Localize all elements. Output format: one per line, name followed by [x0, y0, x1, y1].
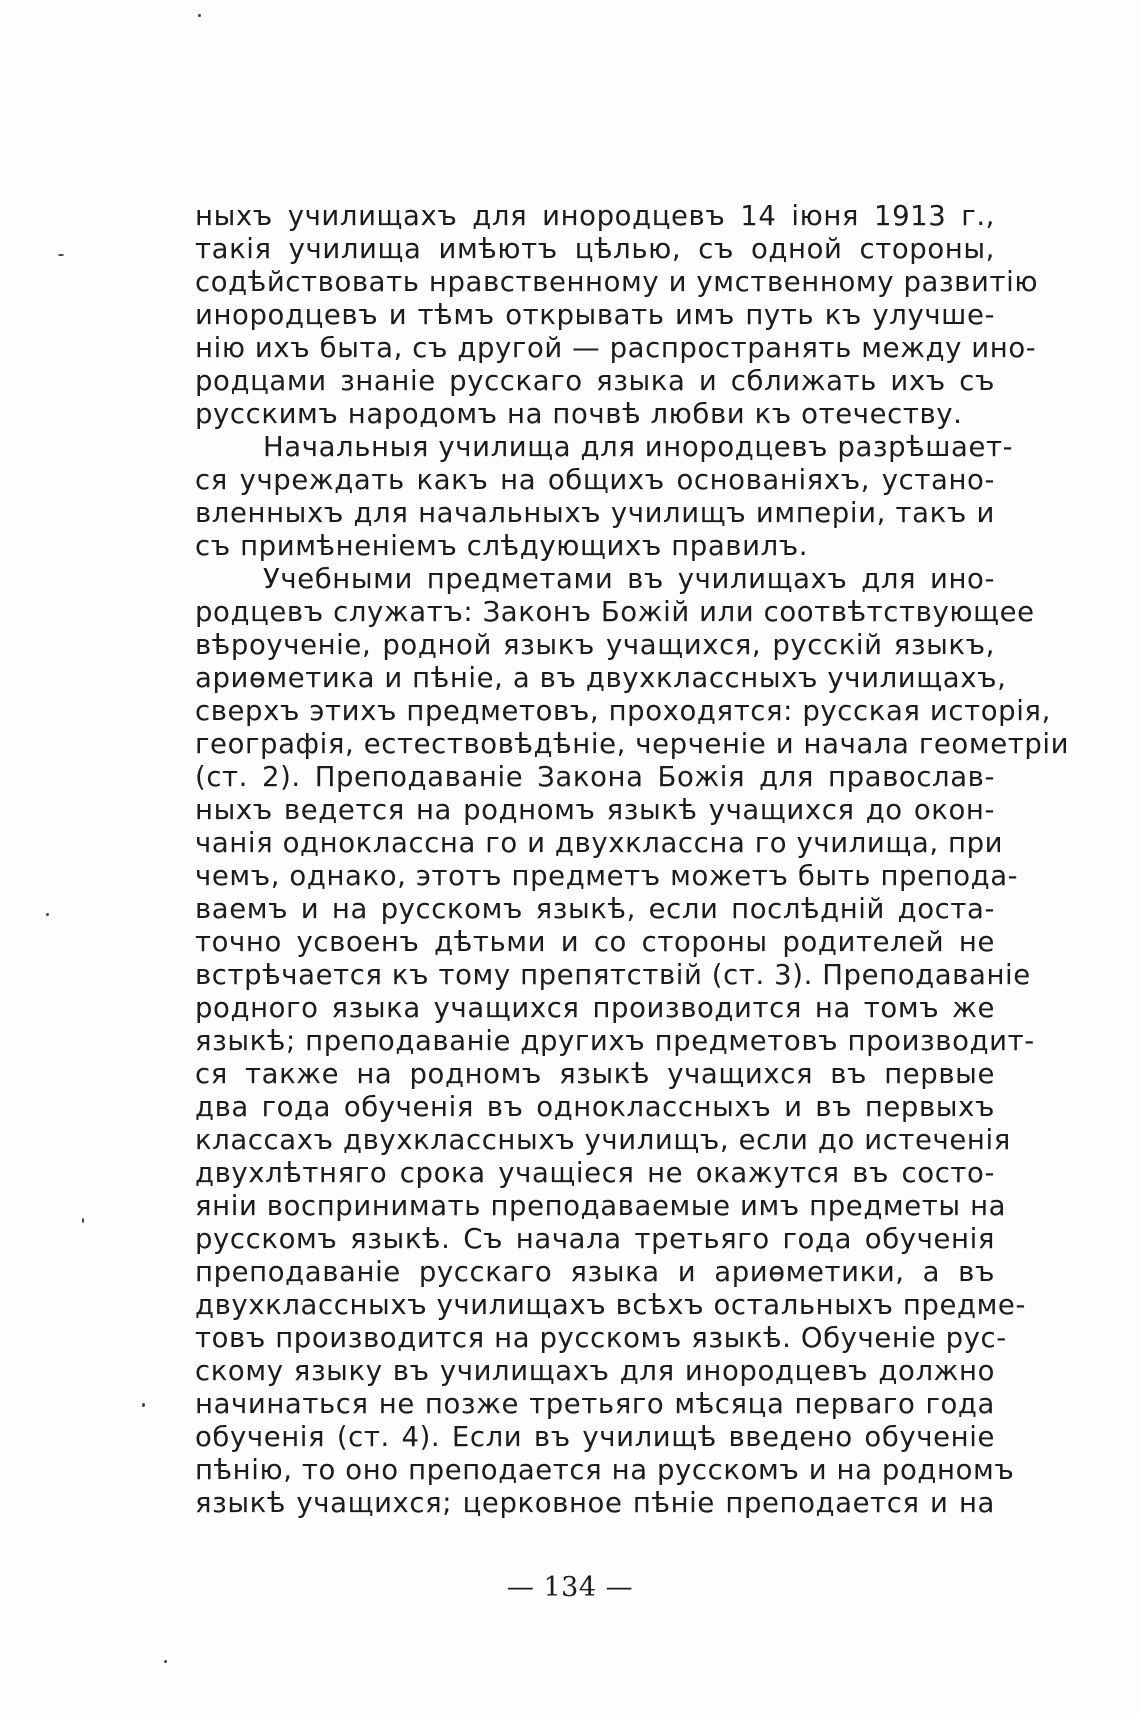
text-line: чанія одноклассна го и двухклассна го училища, при — [195, 827, 1004, 859]
text-line: точно усвоенъ дѣтьми и со стороны родителей не — [195, 926, 995, 958]
text-line: вленныхъ для начальныхъ училищъ имперіи, такъ и — [195, 497, 995, 529]
text-line: русскомъ языкѣ. Съ начала третьяго года обученія — [195, 1223, 995, 1255]
scan-speck — [58, 254, 64, 256]
text-line: чемъ, однако, этотъ предметъ можетъ быть препода- — [195, 860, 1019, 892]
text-line: двухлѣтняго срока учащіеся не окажутся въ состо- — [195, 1157, 995, 1189]
text-line: встрѣчается къ тому препятствій (ст. 3). Преподаваніе — [195, 959, 1031, 991]
text-line: географія, естествовѣдѣніе, черченіе и начала геометріи — [195, 728, 1070, 760]
text-line: нію ихъ быта, съ другой — распространять между ино- — [195, 332, 1037, 364]
text-line: товъ производится на русскомъ языкѣ. Обученіе рус- — [195, 1322, 1007, 1354]
text-line: родцами знаніе русскаго языка и сближать ихъ съ — [195, 365, 995, 397]
text-line: родного языка учащихся производится на томъ же — [195, 992, 995, 1024]
body-text — [195, 200, 1070, 1520]
text-line: яніи воспринимать преподаваемые имъ предметы на — [195, 1190, 1007, 1222]
scan-speck — [198, 14, 201, 17]
text-line: скому языку въ училищахъ для инородцевъ должно — [195, 1355, 995, 1387]
text-line: Учебными предметами въ училищахъ для ино- — [263, 563, 995, 595]
text-line: двухклассныхъ училищахъ всѣхъ остальныхъ предме- — [195, 1289, 1026, 1321]
text-line: языкѣ учащихся; церковное пѣніе преподается и на — [195, 1487, 995, 1519]
scan-speck — [82, 1218, 84, 1223]
text-line: съ примѣненіемъ слѣдующихъ правилъ. — [195, 530, 809, 562]
scan-speck — [142, 1403, 145, 1407]
page-number: — 134 — — [506, 1572, 634, 1603]
text-line: родцевъ служатъ: Законъ Божій или соотвѣтствующее — [195, 596, 1035, 628]
text-line: (ст. 2). Преподаваніе Закона Божія для православ- — [195, 761, 995, 793]
text-line: два года обученія въ одноклассныхъ и въ первыхъ — [195, 1091, 995, 1123]
text-line: классахъ двухклассныхъ училищъ, если до истеченія — [195, 1124, 1011, 1156]
text-line: инородцевъ и тѣмъ открывать имъ путь къ улучше- — [195, 299, 995, 331]
text-line: пѣнію, то оно преподается на русскомъ и на родномъ — [195, 1454, 1015, 1486]
text-line: начинаться не позже третьяго мѣсяца перваго года — [195, 1388, 995, 1420]
text-line: содѣйствовать нравственному и умственному развитію — [195, 266, 1039, 298]
text-line: преподаваніе русскаго языка и ариѳметики, а въ — [195, 1256, 995, 1288]
text-line: языкѣ; преподаваніе другихъ предметовъ производит- — [195, 1025, 1035, 1057]
text-line: ся учреждать какъ на общихъ основаніяхъ, устано- — [195, 464, 995, 496]
text-line: ныхъ училищахъ для инородцевъ 14 іюня 1913 г., — [195, 200, 995, 232]
text-line: такія училища имѣютъ цѣлью, съ одной стороны, — [195, 233, 995, 265]
text-line: ныхъ ведется на родномъ языкѣ учащихся до окон- — [195, 794, 995, 826]
text-line: Начальныя училища для инородцевъ разрѣшает- — [263, 431, 1014, 463]
text-line: ваемъ и на русскомъ языкѣ, если послѣдній доста- — [195, 893, 995, 925]
text-line: вѣроученіе, родной языкъ учащихся, русскій языкъ, — [195, 629, 995, 661]
text-line: ся также на родномъ языкѣ учащихся въ первые — [195, 1058, 995, 1090]
scan-speck — [46, 913, 49, 916]
text-line: ариѳметика и пѣніе, а въ двухклассныхъ училищахъ, — [195, 662, 1007, 694]
scan-speck — [164, 1660, 167, 1663]
text-line: русскимъ народомъ на почвѣ любви къ отечеству. — [195, 398, 963, 430]
text-line: сверхъ этихъ предметовъ, проходятся: русская исторія, — [195, 695, 1051, 727]
text-line: обученія (ст. 4). Если въ училищѣ введено обученіе — [195, 1421, 995, 1453]
